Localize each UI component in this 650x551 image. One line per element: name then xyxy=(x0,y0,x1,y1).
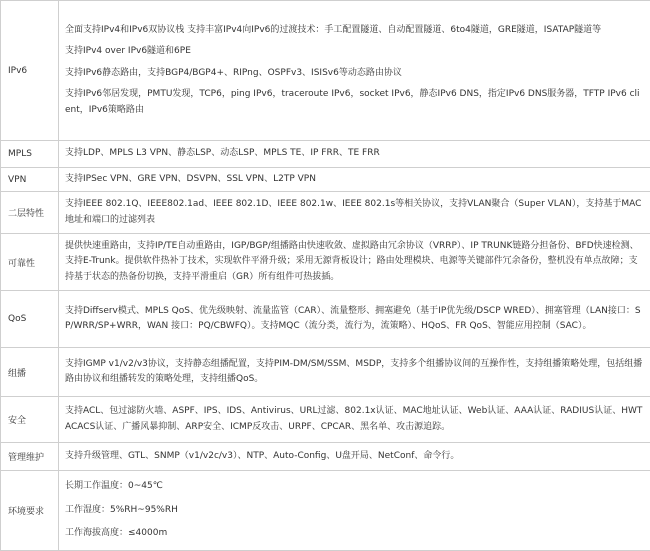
spec-row-mpls xyxy=(1,141,650,168)
spec-row-qos xyxy=(1,291,650,348)
spec-detail xyxy=(59,234,650,291)
spec-label: 可靠性 xyxy=(1,234,59,291)
spec-line: 支持IPv4 over IPv6隧道和6PE xyxy=(65,46,191,57)
spec-line: 支持IPv6静态路由，支持BGP4/BGP4+、RIPng、OSPFv3、ISISv6等动态路由协议 xyxy=(65,67,402,78)
spec-line: 支持Diffserv模式、MPLS QoS、优先级映射、流量监管（CAR）、流量整形、拥塞避免（基于IP优先级/DSCP WRED）、拥塞管理（LAN接口：SP/WRR/SP+WRR，WAN 接口：PQ/CBWFQ）。支持MQC（流分类，流行为，流策略）、HQoS、FR QoS、智能应用控制（SAC）。 xyxy=(65,305,641,331)
spec-label: IPv6 xyxy=(1,1,59,141)
spec-detail xyxy=(59,443,650,471)
spec-row-reliability xyxy=(1,234,650,291)
spec-line: 提供快速重路由，支持IP/TE自动重路由，IGP/BGP/组播路由快速收敛、虚拟路由冗余协议（VRRP）、IP TRUNK链路分担备份、BFD快速检测、支持E-Trunk。提供软件热补丁技术，实现软件平滑升级；采用无源背板设计；路由处理模块、电源等关键部件冗余备份，整机没有单点故障；支持基于状态的热备份切换，支持平滑重启（GR）所有组件可热拔插。 xyxy=(65,240,639,282)
spec-row-vpn xyxy=(1,168,650,192)
spec-label: QoS xyxy=(1,291,59,348)
spec-row-ipv6 xyxy=(1,1,650,141)
spec-line: 支持IEEE 802.1Q、IEEE802.1ad、IEEE 802.1D、IEEE 802.1w、IEEE 802.1s等相关协议，支持VLAN聚合（Super VLAN），支持基于MAC地址和端口的过滤列表 xyxy=(65,199,642,225)
spec-line: 支持升级管理、GTL、SNMP（v1/v2c/v3）、NTP、Auto-Config、U盘开局、NetConf、命令行。 xyxy=(65,450,460,461)
spec-detail xyxy=(59,348,650,397)
spec-line: 支持IPSec VPN、GRE VPN、DSVPN、SSL VPN、L2TP VPN xyxy=(65,173,316,184)
spec-line: 工作海拔高度：≤4000m xyxy=(65,528,168,539)
spec-detail xyxy=(59,192,650,234)
spec-label: 管理维护 xyxy=(1,443,59,471)
spec-detail xyxy=(59,397,650,443)
spec-label: MPLS xyxy=(1,141,59,168)
spec-detail xyxy=(59,471,650,551)
spec-row-security xyxy=(1,397,650,443)
spec-line: 工作湿度：5%RH~95%RH xyxy=(65,504,178,515)
spec-label: 组播 xyxy=(1,348,59,397)
spec-line: 支持IPv6邻居发现，PMTU发现，TCP6，ping IPv6，traceroute IPv6，socket IPv6，静态IPv6 DNS，指定IPv6 DNS服务器，TFTP IPv6 client，IPv6策略路由 xyxy=(65,89,640,115)
spec-row-management xyxy=(1,443,650,471)
spec-line: 支持IGMP v1/v2/v3协议，支持静态组播配置，支持PIM-DM/SM/SSM、MSDP，支持多个组播协议间的互操作性，支持组播策略处理，包括组播路由协议和组播转发的策略处理，支持组播QoS。 xyxy=(65,358,643,384)
spec-label: 安全 xyxy=(1,397,59,443)
spec-line: 支持LDP、MPLS L3 VPN、静态LSP、动态LSP、MPLS TE、IP FRR、TE FRR xyxy=(65,148,380,159)
spec-label: 二层特性 xyxy=(1,192,59,234)
spec-line: 全面支持IPv4和IPv6双协议栈 支持丰富IPv4向IPv6的过渡技术：手工配置隧道、自动配置隧道、6to4隧道，GRE隧道，ISATAP隧道等 xyxy=(65,24,602,35)
spec-row-environment xyxy=(1,471,650,551)
spec-detail xyxy=(59,141,650,168)
spec-detail xyxy=(59,291,650,348)
spec-row-multicast xyxy=(1,348,650,397)
spec-line: 长期工作温度：0~45℃ xyxy=(65,481,163,492)
spec-label: 环境要求 xyxy=(1,471,59,551)
spec-row-layer2 xyxy=(1,192,650,234)
spec-detail xyxy=(59,168,650,192)
spec-detail xyxy=(59,1,650,141)
spec-label: VPN xyxy=(1,168,59,192)
spec-line: 支持ACL、包过滤防火墙、ASPF、IPS、IDS、Antivirus、URL过滤、802.1x认证、MAC地址认证、Web认证、AAA认证、RADIUS认证、HWTACACS认证、广播风暴抑制、ARP安全、ICMP反攻击、URPF、CPCAR、黑名单、攻击源追踪。 xyxy=(65,406,643,432)
